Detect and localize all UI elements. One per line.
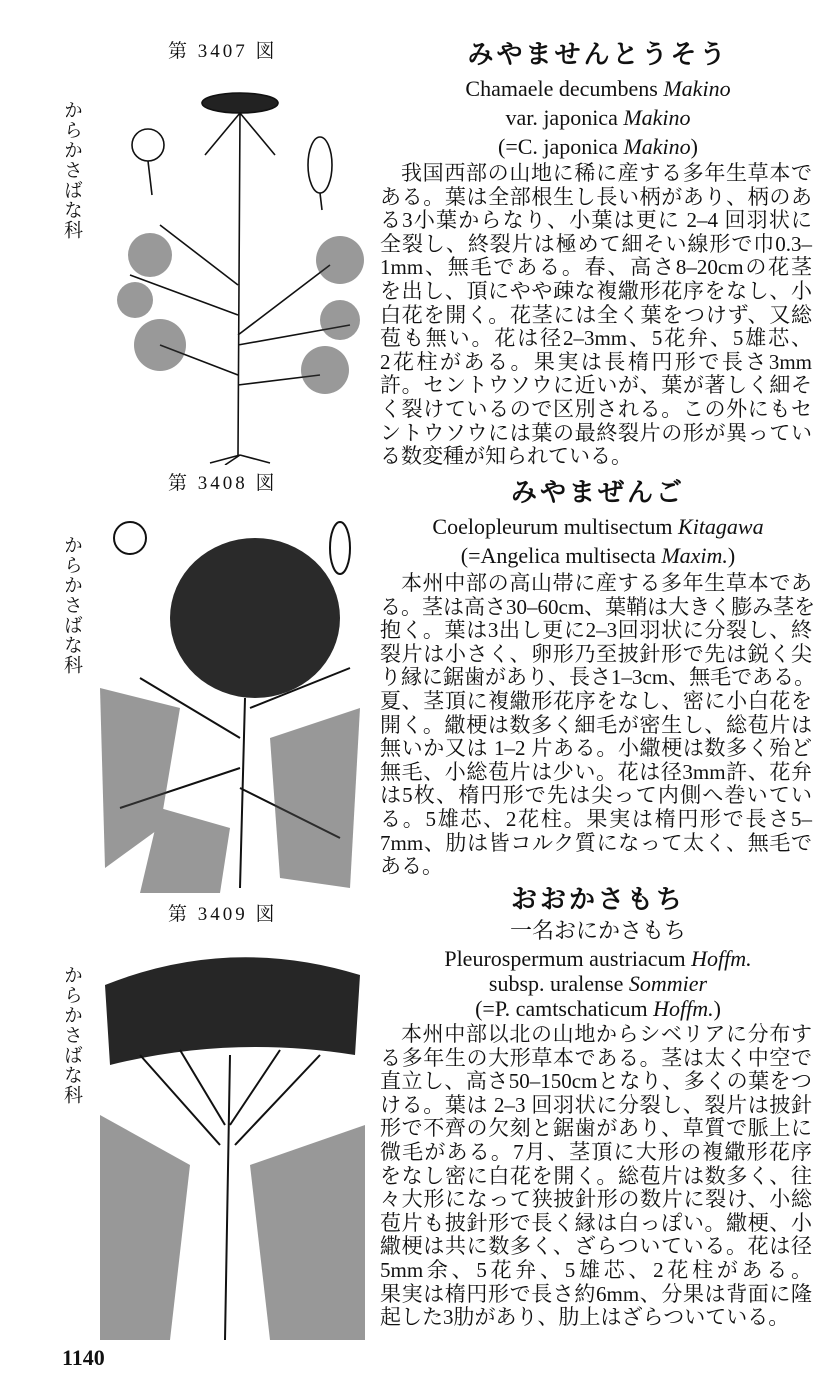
text-line: 裂片は小さく、卵形乃至披針形で先は鋭く尖 <box>380 641 812 666</box>
text-line: 7mm、肋は皆コルク質になって太く、無毛で <box>380 830 812 855</box>
latin-line <box>378 541 818 570</box>
entry-title: みやませんとうそう <box>467 40 729 69</box>
latin-text: (=P. camtschaticum <box>475 996 654 1021</box>
latin-line <box>378 512 818 541</box>
text-line: る。5雄芯、2花柱。果実は楕円形で長さ5– <box>380 806 812 831</box>
text-line: 全裂し、終裂片は極めて細そい線形で巾0.3– <box>380 231 812 256</box>
author-name: Makino <box>623 134 691 159</box>
text-line: 5mm余、5花弁、5雄芯、2花柱がある。 <box>380 1257 812 1282</box>
latin-line <box>378 946 818 971</box>
family-label: からかさばな科 <box>61 965 82 1105</box>
figure-label-3407: 第 3407 図 <box>168 41 278 62</box>
latin-line <box>378 996 818 1021</box>
text-line: 許。セントウソウに近いが、葉が著しく細そ <box>380 373 812 398</box>
author-name: Hoffm. <box>653 996 714 1021</box>
illustration-pleurospermum <box>100 945 365 1340</box>
text-line: 1mm、無毛である。春、高さ8–20cmの花茎 <box>380 255 812 280</box>
text-line: る3小葉からなり、小葉は更に 2–4 回羽状に <box>380 208 812 233</box>
description <box>380 1023 812 1330</box>
entry-title: おおかさもち <box>510 885 685 914</box>
text-line: 苞も無い。花は径2–3mm、5花弁、5雄芯、 <box>380 326 812 351</box>
family-label: からかさばな科 <box>61 100 82 240</box>
text-line: 我国西部の山地に稀に産する多年生草本で <box>401 161 812 185</box>
text-line: 形で不齊の欠刻と鋸歯があり、草質で脈上に <box>380 1116 812 1141</box>
text-line: り縁に鋸歯があり、長さ1–3cm、無毛である。 <box>380 665 816 690</box>
text-line: ける。葉は 2–3 回羽状に分裂し、裂片は披針 <box>380 1092 812 1117</box>
text-line: 抱く。葉は3出し更に2–3回羽状に分裂し、終 <box>380 618 812 643</box>
author-name: Hoffm. <box>691 946 752 971</box>
latin-text: (=Angelica multisecta <box>460 543 662 568</box>
text-line: 々大形になって狭披針形の数片に裂け、小総 <box>380 1187 812 1212</box>
text-line: る。茎は高さ30–60cm、葉鞘は大きく膨み茎を <box>380 594 816 619</box>
alternate-name: 一名おにかさもち <box>509 918 686 943</box>
latin-line <box>378 132 818 161</box>
text-line: ントウソウには葉の最終裂片の形が異ってい <box>380 420 812 445</box>
latin-line <box>378 74 818 103</box>
author-name: Makino <box>663 76 731 101</box>
latin-text: subsp. uralense <box>488 971 629 996</box>
author-name: Makino <box>623 105 691 130</box>
text-line: る多年生の大形草本である。茎は太く中空で <box>380 1045 812 1070</box>
family-label: からかさばな科 <box>61 535 82 675</box>
text-line: 果実は楕円形で長さ約6mm、分果は背面に隆 <box>380 1281 812 1306</box>
latin-line <box>378 971 818 996</box>
figure-label-3409: 第 3409 図 <box>168 904 278 925</box>
latin-text: Chamaele decumbens <box>465 76 664 101</box>
scientific-name <box>378 946 818 1021</box>
entry-title: みやまぜんご <box>510 478 685 507</box>
latin-line <box>378 103 818 132</box>
page-number: 1140 <box>62 1345 105 1370</box>
illustration-chamaele <box>100 85 370 465</box>
latin-text: Pleurospermum austriacum <box>444 946 692 971</box>
text-line: を出し、頂にやや疎な複繖形花序をなし、小 <box>380 278 812 303</box>
author-name: Kitagawa <box>678 514 764 539</box>
text-line: ある。 <box>380 854 443 879</box>
text-line: る数変種が知られている。 <box>380 444 632 469</box>
text-line: 無いか又は 1–2 片ある。小繖梗は数多く殆ど <box>380 736 812 761</box>
latin-text: Coelopleurum multisectum <box>432 514 679 539</box>
latin-text: ) <box>690 134 698 159</box>
text-line: 本州中部以北の山地からシベリアに分布す <box>401 1022 812 1046</box>
text-line: ある。葉は全部根生し長い柄があり、柄のあ <box>380 184 812 209</box>
text-line: 直立し、高さ50–150cmとなり、多くの葉をつ <box>380 1069 812 1094</box>
author-name: Maxim. <box>661 543 728 568</box>
author-name: Sommier <box>628 971 708 996</box>
text-line: 白花を開く。花茎には全く葉をつけず、又総 <box>380 302 812 327</box>
text-line: 夏、茎頂に複繖形花序をなし、密に小白花を <box>380 688 812 713</box>
text-line: 起した3肋があり、肋上はざらついている。 <box>380 1305 790 1330</box>
illustration-coelopleurum <box>100 508 365 893</box>
text-line: 苞片も披針形で長く縁は白っぽい。繖梗、小 <box>380 1210 812 1235</box>
text-line: は5枚、楕円形で先は尖って内側へ巻いてい <box>380 783 812 808</box>
text-line: 開く。繖梗は数多く細毛が密生し、総苞片は <box>380 712 812 737</box>
figure-label-3408: 第 3408 図 <box>168 473 278 494</box>
latin-text: var. japonica <box>505 105 624 130</box>
latin-text: (=C. japonica <box>498 134 624 159</box>
text-line: く裂けているので区別される。この外にもセ <box>380 396 812 421</box>
text-line: 無毛、小総苞片は少い。花は径3mm許、花弁 <box>380 759 812 784</box>
text-line: 繖梗は共に数多く、ざらついている。花は径 <box>380 1234 812 1259</box>
text-line: 本州中部の高山帯に産する多年生草本であ <box>401 571 812 595</box>
description <box>380 571 816 879</box>
scientific-name <box>378 512 818 570</box>
text-line: をなし密に白花を開く。総苞片は数多く、往 <box>380 1163 812 1188</box>
latin-text: ) <box>713 996 721 1021</box>
latin-text: ) <box>727 543 736 568</box>
text-line: 2花柱がある。果実は長楕円形で長さ3mm <box>380 349 812 374</box>
text-line: 微毛がある。7月、茎頂に大形の複繖形花序 <box>380 1139 812 1164</box>
description <box>380 162 812 469</box>
scientific-name <box>378 74 818 161</box>
